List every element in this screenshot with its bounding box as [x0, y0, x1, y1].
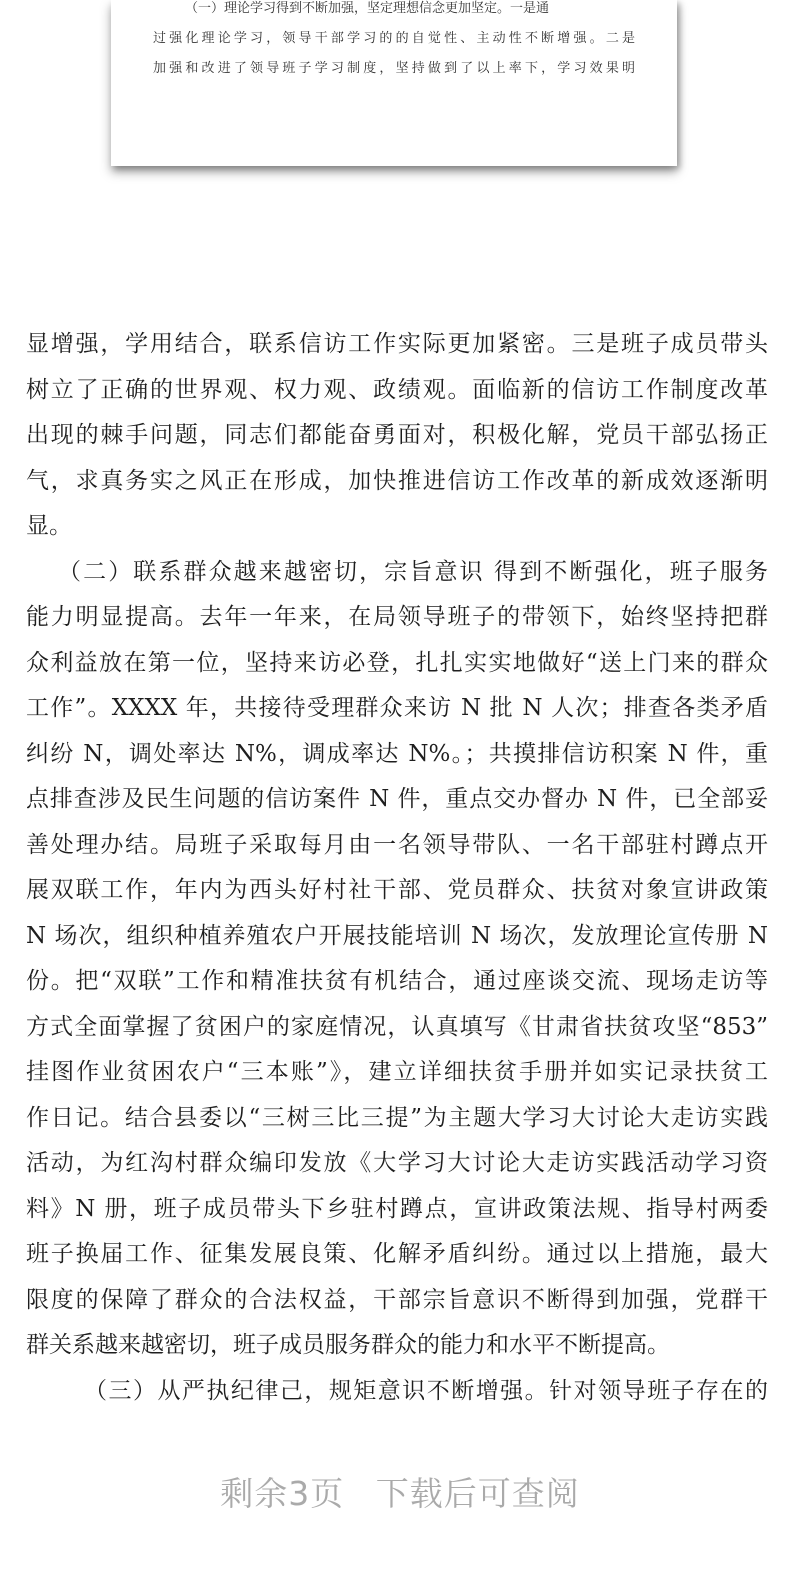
- body-line: 活动，为红沟村群众编印发放《大学习大讨论大走访实践活动学习资: [26, 1150, 768, 1176]
- body-line: 纠纷 N，调处率达 N%，调成率达 N%。；共摸排信访积案 N 件，重: [26, 740, 768, 767]
- document-body: [26, 322, 768, 1414]
- body-line: 挂图作业贫困农户“三本账”》，建立详细扶贫手册并如实记录扶贫工: [26, 1059, 768, 1085]
- body-line: 工作”。XXXX 年，共接待受理群众来访 N 批 N 人次；排查各类矛盾: [26, 695, 768, 721]
- body-line: 群关系越来越密切，班子成员服务群众的能力和水平不断提高。: [26, 1332, 670, 1358]
- body-line: 显增强，学用结合，联系信访工作实际更加紧密。三是班子成员带头: [26, 331, 768, 357]
- body-line: 出现的棘手问题，同志们都能奋勇面对，积极化解，党员干部弘扬正: [26, 422, 768, 448]
- preview-line: 过强化理论学习，领导干部学习的的自觉性、主动性不断增强。二是: [153, 31, 635, 46]
- body-line: N 场次，组织种植养殖农户开展技能培训 N 场次，发放理论宣传册 N: [26, 922, 768, 949]
- body-line: 作日记。结合县委以“三树三比三提”为主题大学习大讨论大走访实践: [26, 1104, 768, 1131]
- preview-line: （一）理论学习得到不断加强，坚定理想信念更加坚定。一是通: [185, 1, 550, 16]
- body-line: 善处理办结。局班子采取每月由一名领导带队、一名干部驻村蹲点开: [26, 831, 768, 858]
- document-preview-card: [111, 0, 677, 166]
- preview-line: 加强和改进了领导班子学习制度，坚持做到了以上率下，学习效果明: [153, 61, 635, 76]
- section-heading-line: （二）联系群众越来越密切，宗旨意识 得到不断强化，班子服务: [58, 558, 768, 585]
- body-line: 众利益放在第一位，坚持来访必登，扎扎实实地做好“送上门来的群众: [26, 649, 768, 676]
- body-line: 展双联工作，年内为西头好村社干部、党员群众、扶贫对象宣讲政策: [26, 877, 768, 903]
- remaining-pages-notice: 剩余3页 下载后可查阅: [220, 1474, 580, 1513]
- body-line: 班子换届工作、征集发展良策、化解矛盾纠纷。通过以上措施，最大: [26, 1241, 768, 1267]
- body-line: 方式全面掌握了贫困户的家庭情况，认真填写《甘肃省扶贫攻坚“853”: [26, 1013, 768, 1040]
- section-heading-line: （三）从严执纪律己，规矩意识不断增强。针对领导班子存在的: [84, 1377, 768, 1404]
- body-line: 份。把“双联”工作和精准扶贫有机结合，通过座谈交流、现场走访等: [26, 968, 768, 994]
- body-line: 气，求真务实之风正在形成，加快推进信访工作改革的新成效逐渐明: [26, 467, 768, 494]
- body-line: 限度的保障了群众的合法权益，干部宗旨意识不断得到加强，党群干: [26, 1286, 768, 1313]
- body-line: 料》N 册，班子成员带头下乡驻村蹲点，宣讲政策法规、指导村两委: [26, 1195, 768, 1222]
- body-line: 点排查涉及民生问题的信访案件 N 件，重点交办督办 N 件，已全部妥: [26, 786, 768, 812]
- body-line: 显。: [26, 513, 72, 539]
- body-line: 能力明显提高。去年一年来，在局领导班子的带领下，始终坚持把群: [26, 604, 768, 630]
- body-line: 树立了正确的世界观、权力观、政绩观。面临新的信访工作制度改革: [26, 376, 768, 403]
